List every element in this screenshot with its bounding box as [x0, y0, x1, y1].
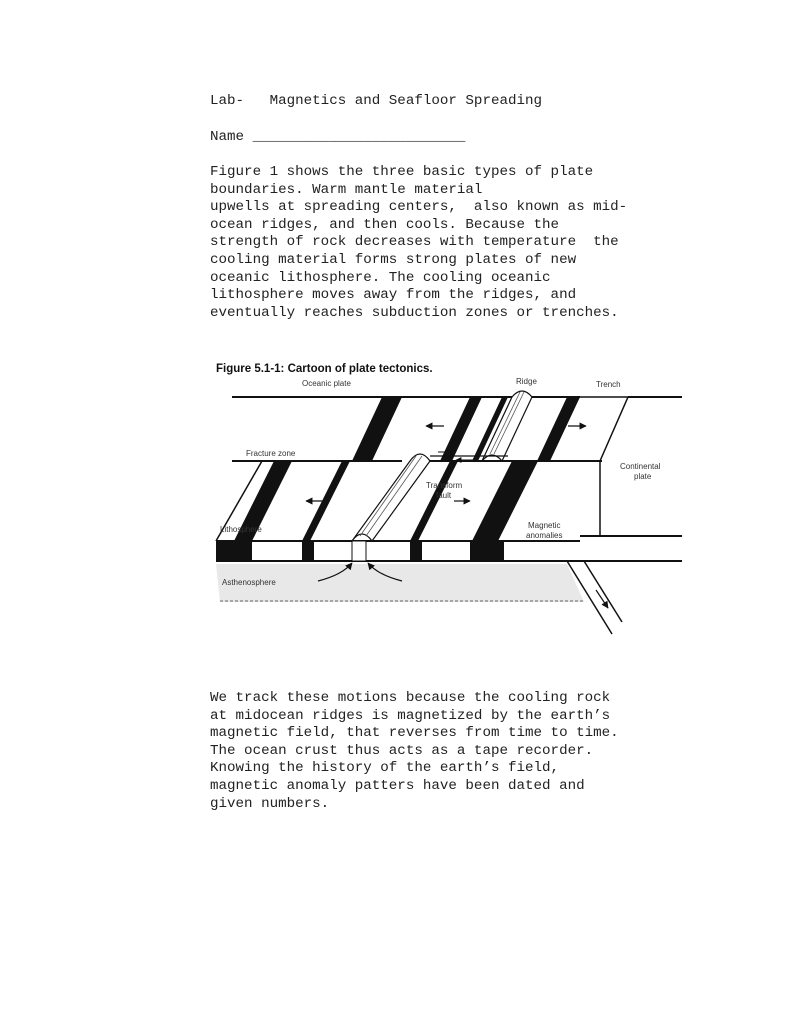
paragraph-line: strength of rock decreases with temperature the	[210, 234, 619, 251]
label-continental-plate: Continental	[620, 462, 661, 471]
label-trench: Trench	[596, 380, 621, 389]
ridge-notch	[352, 541, 366, 561]
paragraph-line: upwells at spreading centers, also known as mid-	[210, 199, 628, 216]
ridge-crest-line	[360, 456, 416, 536]
paragraph-line: cooling material forms strong plates of new	[210, 251, 577, 268]
label-lithosphere: Lithosphere	[220, 525, 262, 534]
paragraph-line: magnetic field, that reverses from time to time.	[210, 725, 619, 742]
ridge-crest-line	[366, 456, 422, 536]
plate-tectonics-figure	[212, 356, 684, 638]
label-continental-plate: plate	[634, 472, 652, 481]
magnetic-stripe	[352, 397, 402, 461]
paragraph-line: The ocean crust thus acts as a tape recorder.	[210, 742, 594, 759]
label-magnetic-anomalies: anomalies	[526, 531, 563, 540]
label-ridge: Ridge	[516, 377, 537, 386]
paragraph-line: boundaries. Warm mantle material	[210, 181, 483, 198]
paragraph-line: eventually reaches subduction zones or trenches.	[210, 304, 619, 321]
subduction-arrow	[596, 590, 608, 608]
paragraph-line: at midocean ridges is magnetized by the earth’s	[210, 707, 611, 724]
magnetic-stripe	[440, 397, 482, 461]
label-magnetic-anomalies: Magnetic	[528, 521, 561, 530]
label-oceanic-plate: Oceanic plate	[302, 379, 351, 388]
magnetic-block	[216, 541, 252, 561]
subducting-slab	[584, 561, 622, 622]
paragraph-line: given numbers.	[210, 795, 330, 812]
magnetic-block	[470, 541, 504, 561]
paragraph-line: ocean ridges, and then cools. Because the	[210, 216, 560, 233]
intro-paragraph	[210, 164, 680, 322]
magnetic-stripe	[537, 397, 580, 461]
magnetic-block	[410, 541, 422, 561]
paragraph-line: Figure 1 shows the three basic types of plate	[210, 164, 594, 180]
motion-paragraph	[210, 690, 680, 813]
paragraph-line: magnetic anomaly patters have been dated and	[210, 777, 585, 794]
figure-title: Figure 5.1-1: Cartoon of plate tectonics.	[216, 363, 433, 375]
label-transform-fault: Transform	[426, 481, 463, 490]
label-transform-fault: fault	[436, 491, 452, 500]
magnetic-block	[302, 541, 314, 561]
paragraph-line: We track these motions because the cooling rock	[210, 690, 611, 706]
label-fracture-zone: Fracture zone	[246, 449, 296, 458]
name-field[interactable]: Name _________________________	[210, 129, 466, 145]
document-title: Lab- Magnetics and Seafloor Spreading	[210, 93, 543, 109]
label-asthenosphere: Asthenosphere	[222, 578, 276, 587]
paragraph-line: lithosphere moves away from the ridges, and	[210, 287, 577, 304]
paragraph-line: Knowing the history of the earth’s field,	[210, 760, 560, 777]
paragraph-line: oceanic lithosphere. The cooling oceanic	[210, 269, 551, 286]
